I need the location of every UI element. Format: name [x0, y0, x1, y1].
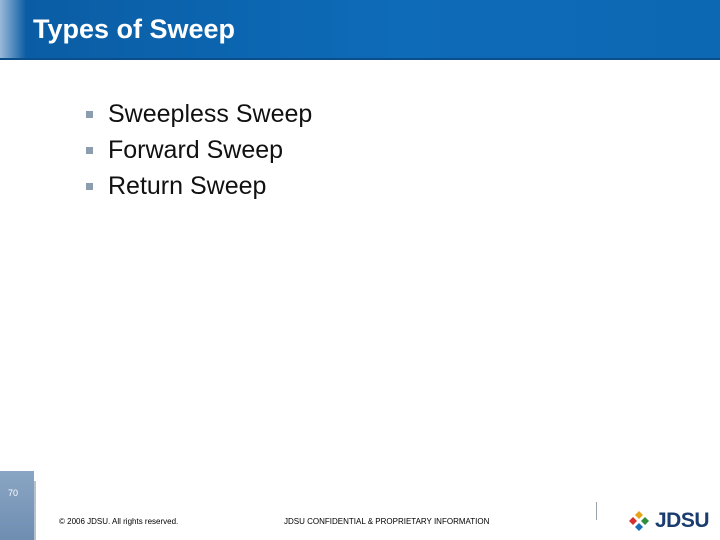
page-number: 70	[8, 488, 19, 498]
bullet-item	[86, 96, 312, 132]
title-bar-fade	[0, 0, 26, 58]
footer-side-block	[0, 471, 34, 540]
bullet-item	[86, 168, 312, 204]
square-bullet-icon	[86, 111, 93, 118]
jdsu-logo	[628, 509, 709, 533]
copyright-notice: © 2006 JDSU. All rights reserved.	[59, 517, 179, 526]
square-bullet-icon	[86, 147, 93, 154]
slide-title: Types of Sweep	[33, 14, 236, 44]
bullet-item	[86, 132, 312, 168]
bullet-list	[86, 96, 312, 204]
bullet-text: Sweepless Sweep	[108, 99, 313, 128]
logo-brand-text: JDSU	[655, 509, 710, 532]
square-bullet-icon	[86, 183, 93, 190]
confidential-notice: JDSU CONFIDENTIAL & PROPRIETARY INFORMATION	[284, 517, 490, 526]
bullet-text: Return Sweep	[108, 171, 267, 200]
logo-divider	[596, 502, 597, 520]
title-bar	[0, 0, 720, 60]
footer-divider	[34, 481, 36, 540]
jdsu-logo-icon	[628, 510, 650, 532]
bullet-text: Forward Sweep	[108, 135, 284, 164]
